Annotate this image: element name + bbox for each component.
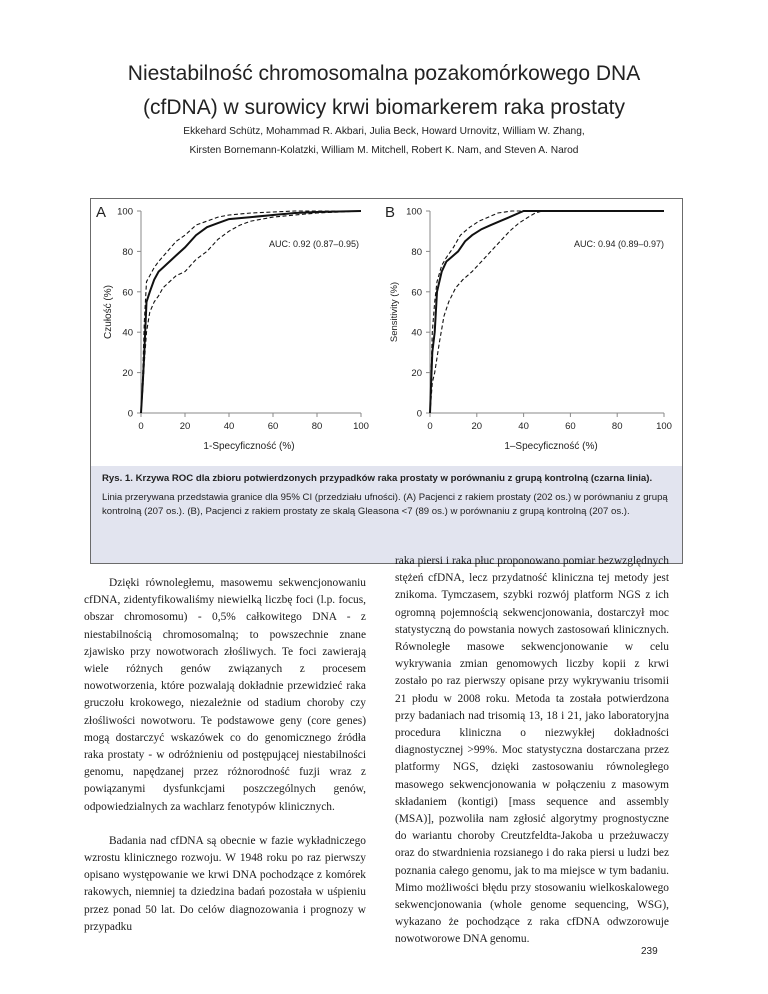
panel-a-x-tick-label: 0 <box>138 421 144 432</box>
roc-figure-svg <box>91 199 682 467</box>
panel-a-y-tick-label: 60 <box>122 287 133 299</box>
right-column <box>395 553 669 949</box>
panel-a-y-tick-label: 40 <box>122 327 133 339</box>
panel-b-x-tick-label: 100 <box>656 421 672 432</box>
panel-b-y-axis-label: Sensitivity (%) <box>389 281 400 343</box>
figure-caption <box>90 466 683 564</box>
title-line-1: Niestabilność chromosomalna pozakomórkowego DNA <box>127 62 641 85</box>
left-paragraph-1: Dzięki równoległemu, masowemu sekwencjonowaniu cfDNA, zidentyfikowaliśmy niewielką liczbę foci (l.p. focus, obszar chromosomu) - 0,5% całkowitego DNA - z niestabilnością chromosomalną; to powszechnie znane zjawisko przy nowotworach złośliwych. Te foci zawierają wiele różnych genów związanych z procesem nowotworzenia, które pozwalają dokładnie przewidzieć raka gruczołu krokowego, niezależnie od stadium choroby czy złośliwości nowotworu. Te podstawowe geny (core genes) mogą dostarczyć wskazówek co do genomicznego źródła raka prostaty - w odróżnieniu od postępującej niestabilności genomu, napędzanej przez różnorodność fuzji wraz z powiązanymi dysfunkcjami poszczególnych genów, odpowiedzialnych za wachlarz fenotypów klinicznych. <box>84 577 366 813</box>
caption-text: Linia przerywana przedstawia granice dla 95% CI (przedziału ufności). (A) Pacjenci z rakiem prostaty (202 os.) w porównaniu z grupą kontrolną (207 os.). (B), Pacjenci z rakiem prostaty ze skalą Gleasona <7 (89 os.) w porównaniu z grupą kontrolną (207 os.). <box>102 492 668 517</box>
panel-a-x-tick-label: 100 <box>353 421 369 432</box>
panel-a-y-tick-label: 0 <box>127 408 133 420</box>
caption-title: Rys. 1. Krzywa ROC dla zbioru potwierdzonych przypadków raka prostaty w porównaniu z grupą kontrolną (czarna linia). <box>102 473 653 484</box>
panel-a-auc-label: AUC: 0.92 (0.87–0.95) <box>268 239 359 249</box>
right-paragraph: raka piersi i raka płuc proponowano pomiar bezwzględnych stężeń cfDNA, lecz przydatność kliniczna tej metody jest znikoma. Tymczasem, szybki rozwój platform NGS z ich ogromną pojemnością sekwencjonowania, dostarczył moc statystyczną do powstania nowych zastosowań klinicznych. Równoległe masowe sekwencjonowanie w celu wykrywania zmian genomowych liczby kopii z krwi zostało po raz pierwszy opisane przy wykrywaniu trisomii 21 płodu w 2008 roku. Metoda ta została potwierdzona przy badaniach nad trisomią 13, 18 i 21, jako laboratoryjna procedura kliniczna o niezwykłej dokładności diagnostycznej >99%. Moc statystyczna dostarczana przez platformy NGS, dzięki zastosowaniu równoległego masowego sekwencjonowania w połączeniu z masowym składaniem (kontigi) [mass sequence and assembly (MSA)], pozwoliła nam zgłosić algorytmy prognostyczne do wariantu choroby Creutzfeldta-Jakoba u przeżuwaczy oraz do stwardnienia rozsianego i do raka piersi u ludzi bez poznania całego genomu, jak to ma miejsce w tym badaniu. Mimo możliwości błędu przy stosowaniu wielkoskalowego sekwencjonowania (whole genome sequencing, WSG), wykazano że pochodzące z raka cfDNA odwzorowuje nowotworowe DNA genomu. <box>395 555 669 946</box>
panel-a-y-tick-label: 100 <box>117 206 133 218</box>
panel-a-y-tick-label: 80 <box>122 246 133 258</box>
panel-a-label: A <box>96 204 107 221</box>
panel-b-x-axis-label: 1–Specyficzność (%) <box>504 441 598 452</box>
roc-figure <box>90 198 683 468</box>
panel-b-x-tick-label: 0 <box>427 421 433 432</box>
panel-b-y-tick-label: 20 <box>411 368 422 380</box>
panel-a-x-tick-label: 60 <box>267 421 279 432</box>
left-column <box>84 575 366 936</box>
panel-b-x-tick-label: 40 <box>518 421 529 432</box>
panel-a-y-axis-label: Czułość (%) <box>103 285 114 339</box>
panel-b-y-tick-label: 60 <box>411 287 422 299</box>
panel-b-y-tick-label: 80 <box>411 246 422 258</box>
panel-b-label: B <box>385 204 396 221</box>
panel-b-y-tick-label: 0 <box>416 408 422 420</box>
panel-b-x-tick-label: 60 <box>565 421 576 432</box>
panel-b-auc-label: AUC: 0.94 (0.89–0.97) <box>573 239 664 249</box>
left-paragraph-2: Badania nad cfDNA są obecnie w fazie wykładniczego wzrostu klinicznego rozwoju. W 1948 roku po raz pierwszy opisano występowanie we krwi DNA pochodzące z komórek rakowych, niemniej ta dziedzina badań pozostała w uśpieniu przez ponad 50 lat. Do celów diagnozowania i prognozy w przypadku <box>84 834 366 933</box>
authors-line-1: Ekkehard Schütz, Mohammad R. Akbari, Julia Beck, Howard Urnovitz, William W. Zhang, <box>183 126 585 137</box>
panel-b-x-tick-label: 80 <box>611 421 623 432</box>
panel-b-y-tick-label: 40 <box>411 327 422 339</box>
panel-a-x-axis-label: 1-Specyficzność (%) <box>203 441 295 452</box>
page-number: 239 <box>641 946 658 957</box>
authors-line-2: Kirsten Bornemann-Kolatzki, William M. Mitchell, Robert K. Nam, and Steven A. Narod <box>189 145 579 156</box>
title-line-2: (cfDNA) w surowicy krwi biomarkerem raka prostaty <box>143 96 625 119</box>
panel-a-x-tick-label: 20 <box>179 421 191 432</box>
panel-a-x-tick-label: 80 <box>311 421 323 432</box>
panel-a-x-tick-label: 40 <box>223 421 235 432</box>
panel-a-y-tick-label: 20 <box>122 368 133 380</box>
panel-b-x-tick-label: 20 <box>471 421 483 432</box>
panel-b-y-tick-label: 100 <box>406 206 422 218</box>
